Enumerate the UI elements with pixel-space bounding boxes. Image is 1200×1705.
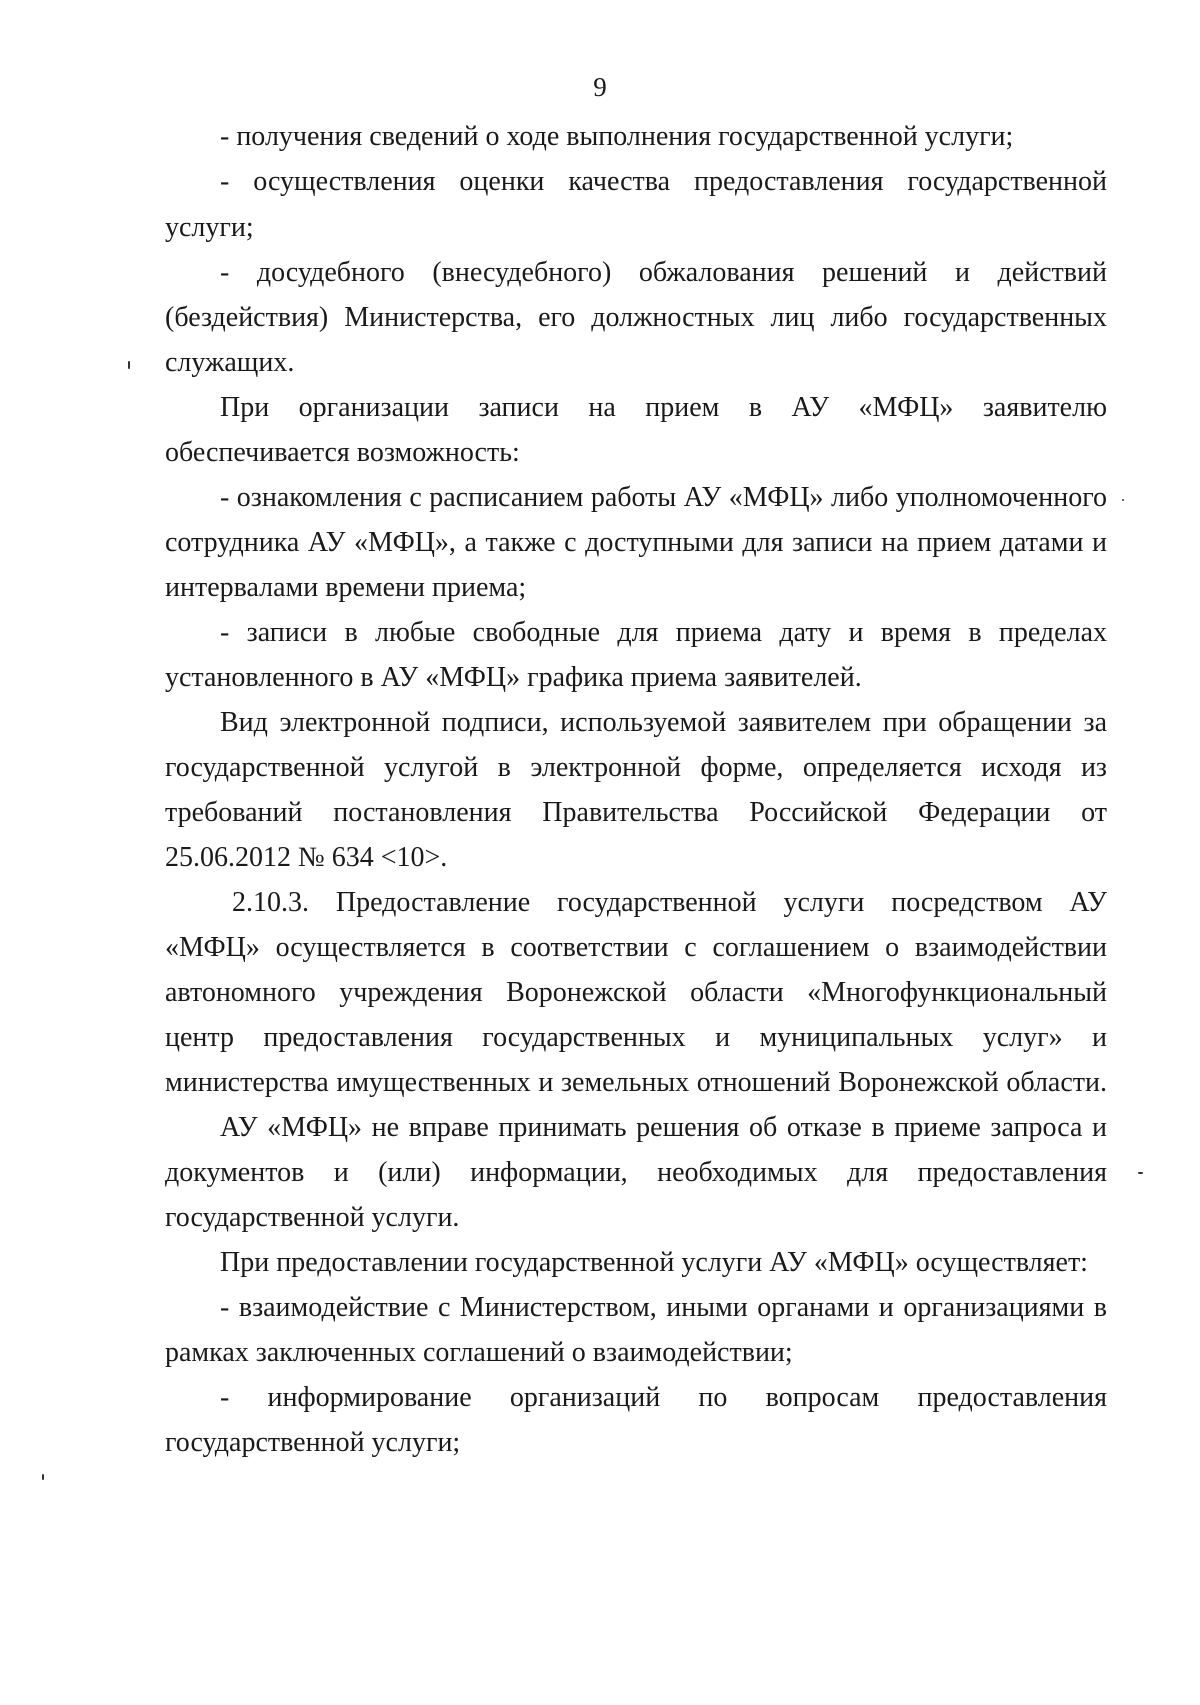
text-line: АУ «МФЦ» не вправе принимать решения об отказе в приеме запроса и — [220, 1112, 1107, 1143]
text-line: документов и (или) информации, необходимых для предоставления — [165, 1157, 1107, 1188]
text-line: государственной услуги. — [165, 1202, 460, 1233]
text-line: При организации записи на прием в АУ «МФЦ» заявителю — [220, 392, 1107, 423]
scan-speck — [128, 361, 130, 369]
text-line: услуги; — [165, 212, 254, 243]
text-line: - досудебного (внесудебного) обжалования решений и действий — [220, 257, 1107, 288]
text-line: 25.06.2012 № 634 <10>. — [165, 842, 448, 873]
text-line: - взаимодействие с Министерством, иными органами и организациями в — [220, 1292, 1107, 1323]
text-line: установленного в АУ «МФЦ» графика приема заявителей. — [165, 662, 862, 693]
text-line: - записи в любые свободные для приема дату и время в пределах — [220, 617, 1107, 648]
scan-speck — [42, 1474, 44, 1480]
text-line: автономного учреждения Воронежской области «Многофункциональный — [165, 977, 1107, 1008]
text-line: интервалами времени приема; — [165, 572, 527, 603]
text-line: «МФЦ» осуществляется в соответствии с соглашением о взаимодействии — [165, 932, 1107, 963]
scan-speck — [1122, 499, 1124, 501]
text-line: служащих. — [165, 347, 295, 378]
text-line: Вид электронной подписи, используемой заявителем при обращении за — [220, 707, 1107, 738]
text-line: обеспечивается возможность: — [165, 437, 520, 468]
text-line: министерства имущественных и земельных отношений Воронежской области. — [165, 1067, 1107, 1098]
text-line: сотрудника АУ «МФЦ», а также с доступными для записи на прием датами и — [165, 527, 1107, 558]
page-number: 9 — [593, 72, 607, 102]
scan-speck — [1138, 1172, 1143, 1174]
text-line: - ознакомления с расписанием работы АУ «МФЦ» либо уполномоченного — [220, 482, 1107, 513]
text-line: (бездействия) Министерства, его должностных лиц либо государственных — [165, 302, 1107, 333]
text-line: центр предоставления государственных и муниципальных услуг» и — [165, 1022, 1107, 1053]
text-line: государственной услугой в электронной форме, определяется исходя из — [165, 752, 1107, 783]
text-line: требований постановления Правительства Российской Федерации от — [165, 797, 1107, 828]
text-line: государственной услуги; — [165, 1427, 461, 1458]
text-line: 2.10.3. Предоставление государственной услуги посредством АУ — [232, 887, 1107, 918]
text-line: При предоставлении государственной услуги АУ «МФЦ» осуществляет: — [220, 1247, 1088, 1278]
text-line: - осуществления оценки качества предоставления государственной — [220, 166, 1107, 197]
text-line: рамках заключенных соглашений о взаимодействии; — [165, 1337, 793, 1368]
text-line: - информирование организаций по вопросам предоставления — [220, 1382, 1107, 1413]
text-line: - получения сведений о ходе выполнения государственной услуги; — [220, 121, 1014, 152]
